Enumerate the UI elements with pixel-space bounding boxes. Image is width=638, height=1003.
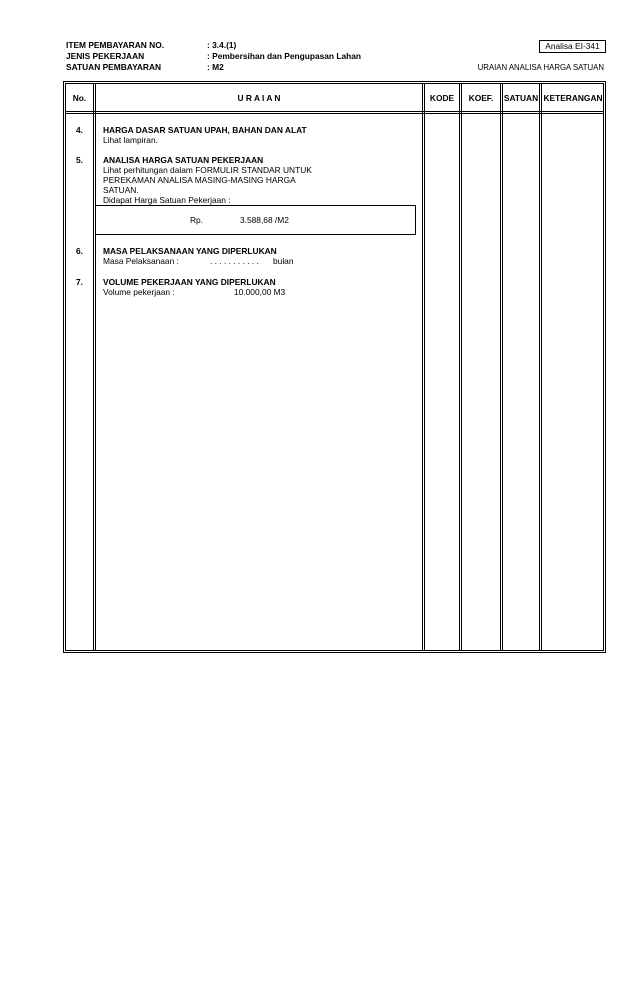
item-text: Lihat perhitungan dalam FORMULIR STANDAR UNTUK (103, 165, 312, 175)
item-text: PEREKAMAN ANALISA MASING-MASING HARGA (103, 175, 296, 185)
item-number: 7. (76, 277, 83, 287)
column-header-keterangan: KETERANGAN (543, 93, 603, 103)
satuan-pembayaran-label: SATUAN PEMBAYARAN (66, 62, 162, 72)
jenis-pekerjaan-value: : Pembersihan dan Pengupasan Lahan (207, 51, 362, 61)
item-text: Lihat lampiran. (103, 135, 158, 145)
item-pembayaran-value: : 3.4.(1) (207, 40, 237, 50)
jenis-pekerjaan-label: JENIS PEKERJAAN (66, 51, 145, 61)
column-divider-satuan (539, 84, 540, 651)
column-divider-koef-inner (502, 84, 503, 651)
masa-pelaksanaan-dots: . . . . . . . . . . . (210, 256, 259, 266)
column-divider-kode-inner (461, 84, 462, 651)
masa-pelaksanaan-unit: bulan (273, 256, 294, 266)
column-divider-uraian-inner (424, 84, 425, 651)
column-header-kode: KODE (429, 93, 455, 103)
item-text: SATUAN. (103, 185, 139, 195)
satuan-pembayaran-value: : M2 (207, 62, 224, 72)
column-header-uraian: U R A I A N (237, 93, 281, 103)
document-reference-box: Analisa EI-341 (539, 40, 606, 53)
volume-pekerjaan-value: 10.000,00 M3 (234, 287, 286, 297)
rupiah-label: Rp. (190, 215, 204, 225)
item-text: Didapat Harga Satuan Pekerjaan : (103, 195, 231, 205)
column-divider-satuan-inner (541, 84, 542, 651)
document-subtitle: URAIAN ANALISA HARGA SATUAN (477, 63, 604, 72)
item-number: 6. (76, 246, 83, 256)
item-number: 5. (76, 155, 83, 165)
item-title: ANALISA HARGA SATUAN PEKERJAAN (103, 155, 264, 165)
item-title: HARGA DASAR SATUAN UPAH, BAHAN DAN ALAT (103, 125, 307, 135)
column-header-satuan: SATUAN (503, 93, 539, 103)
column-divider-no (93, 84, 94, 651)
item-title: VOLUME PEKERJAAN YANG DIPERLUKAN (103, 277, 276, 287)
column-divider-koef (500, 84, 501, 651)
masa-pelaksanaan-label: Masa Pelaksanaan : (103, 256, 179, 266)
column-divider-kode (459, 84, 460, 651)
item-pembayaran-label: ITEM PEMBAYARAN NO. (66, 40, 165, 50)
header-row-divider-inner (66, 113, 604, 114)
column-header-koef: KOEF. (468, 93, 494, 103)
harga-satuan-value: 3.588,68 /M2 (240, 215, 289, 225)
item-title: MASA PELAKSANAAN YANG DIPERLUKAN (103, 246, 277, 256)
column-divider-no-inner (95, 84, 96, 651)
column-header-no: No. (72, 93, 87, 103)
header-row-divider (66, 111, 604, 112)
volume-pekerjaan-label: Volume pekerjaan : (103, 287, 175, 297)
item-number: 4. (76, 125, 83, 135)
column-divider-uraian (422, 84, 423, 651)
